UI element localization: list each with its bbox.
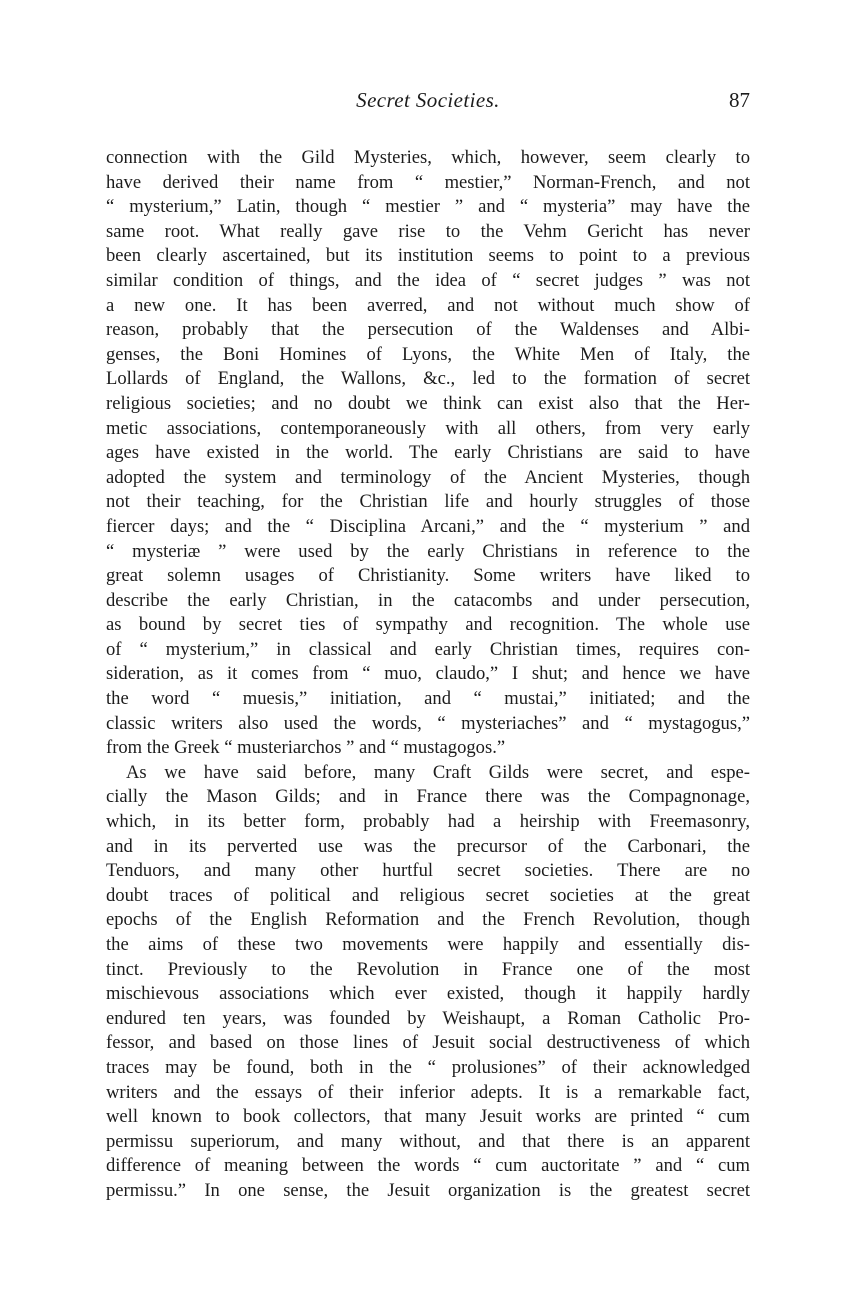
text-line: traces may be found, both in the “ prolusiones” of their acknowledged xyxy=(106,1056,750,1078)
text-line: connection with the Gild Mysteries, which, however, seem clearly to xyxy=(106,147,750,168)
text-line: describe the early Christian, in the catacombs and under persecution, xyxy=(106,589,750,611)
text-line: from the Greek “ musteriarchos ” and “ mustagogos.” xyxy=(106,737,506,759)
text-line: permissu superiorum, and many without, and that there is an apparent xyxy=(106,1130,750,1152)
text-line: reason, probably that the persecution of the Waldenses and Albi- xyxy=(106,319,750,341)
paragraph xyxy=(106,761,750,1204)
text-line: as bound by secret ties of sympathy and recognition. The whole use xyxy=(106,614,750,636)
text-line: Tenduors, and many other hurtful secret societies. There are no xyxy=(106,860,750,882)
text-line: the word “ muesis,” initiation, and “ mustai,” initiated; and the xyxy=(106,688,750,710)
text-line: a new one. It has been averred, and not without much show of xyxy=(106,294,750,316)
text-line: the aims of these two movements were happily and essentially dis- xyxy=(106,934,750,955)
paragraph xyxy=(106,146,750,761)
text-line: permissu.” In one sense, the Jesuit organization is the greatest secret xyxy=(106,1179,750,1201)
text-line: of “ mysterium,” in classical and early Christian times, requires con- xyxy=(106,638,750,660)
book-page xyxy=(106,88,750,1204)
text-line: “ mysteriæ ” were used by the early Christians in reference to the xyxy=(106,540,750,562)
text-line: metic associations, contemporaneously with all others, from very early xyxy=(106,417,750,439)
text-line: ages have existed in the world. The early Christians are said to have xyxy=(106,442,750,464)
text-line: Lollards of England, the Wallons, &c., led to the formation of secret xyxy=(106,368,750,390)
text-line: similar condition of things, and the idea of “ secret judges ” was not xyxy=(106,269,750,291)
text-line: sideration, as it comes from “ muo, claudo,” I shut; and hence we have xyxy=(106,663,750,685)
page-number: 87 xyxy=(729,88,750,112)
text-line: doubt traces of political and religious secret societies at the great xyxy=(106,884,750,906)
text-line: classic writers also used the words, “ mysteriaches” and “ mystagogus,” xyxy=(106,712,750,734)
text-line: which, in its better form, probably had a heirship with Freemasonry, xyxy=(106,811,750,833)
text-line: epochs of the English Reformation and the French Revolution, though xyxy=(106,909,750,931)
body-text xyxy=(106,146,750,1204)
text-line: cially the Mason Gilds; and in France there was the Compagnonage, xyxy=(106,786,750,808)
text-line: fiercer days; and the “ Disciplina Arcani,” and the “ mysterium ” and xyxy=(106,515,750,537)
text-line: well known to book collectors, that many Jesuit works are printed “ cum xyxy=(106,1106,750,1128)
text-line: genses, the Boni Homines of Lyons, the White Men of Italy, the xyxy=(106,343,750,365)
text-line: have derived their name from “ mestier,” Norman-French, and not xyxy=(106,171,750,193)
text-line: been clearly ascertained, but its institution seems to point to a previous xyxy=(106,245,750,267)
text-line: not their teaching, for the Christian life and hourly struggles of those xyxy=(106,491,750,513)
text-line: tinct. Previously to the Revolution in France one of the most xyxy=(106,958,750,980)
text-line: same root. What really gave rise to the Vehm Gericht has never xyxy=(106,220,750,242)
text-line: “ mysterium,” Latin, though “ mestier ” and “ mysteria” may have the xyxy=(106,196,750,218)
text-line: adopted the system and terminology of the Ancient Mysteries, though xyxy=(106,466,750,488)
text-line: great solemn usages of Christianity. Some writers have liked to xyxy=(106,565,750,587)
text-line: fessor, and based on those lines of Jesuit social destructiveness of which xyxy=(106,1032,750,1054)
text-line: writers and the essays of their inferior adepts. It is a remarkable fact, xyxy=(106,1081,750,1103)
text-line: endured ten years, was founded by Weishaupt, a Roman Catholic Pro- xyxy=(106,1007,750,1029)
running-head xyxy=(106,88,750,128)
text-line: As we have said before, many Craft Gilds were secret, and espe- xyxy=(126,761,750,783)
text-line: religious societies; and no doubt we think can exist also that the Her- xyxy=(106,392,750,414)
text-line: mischievous associations which ever existed, though it happily hardly xyxy=(106,983,750,1005)
running-title: Secret Societies. xyxy=(356,88,500,112)
text-line: and in its perverted use was the precursor of the Carbonari, the xyxy=(106,835,750,857)
text-line: difference of meaning between the words “ cum auctoritate ” and “ cum xyxy=(106,1155,750,1177)
